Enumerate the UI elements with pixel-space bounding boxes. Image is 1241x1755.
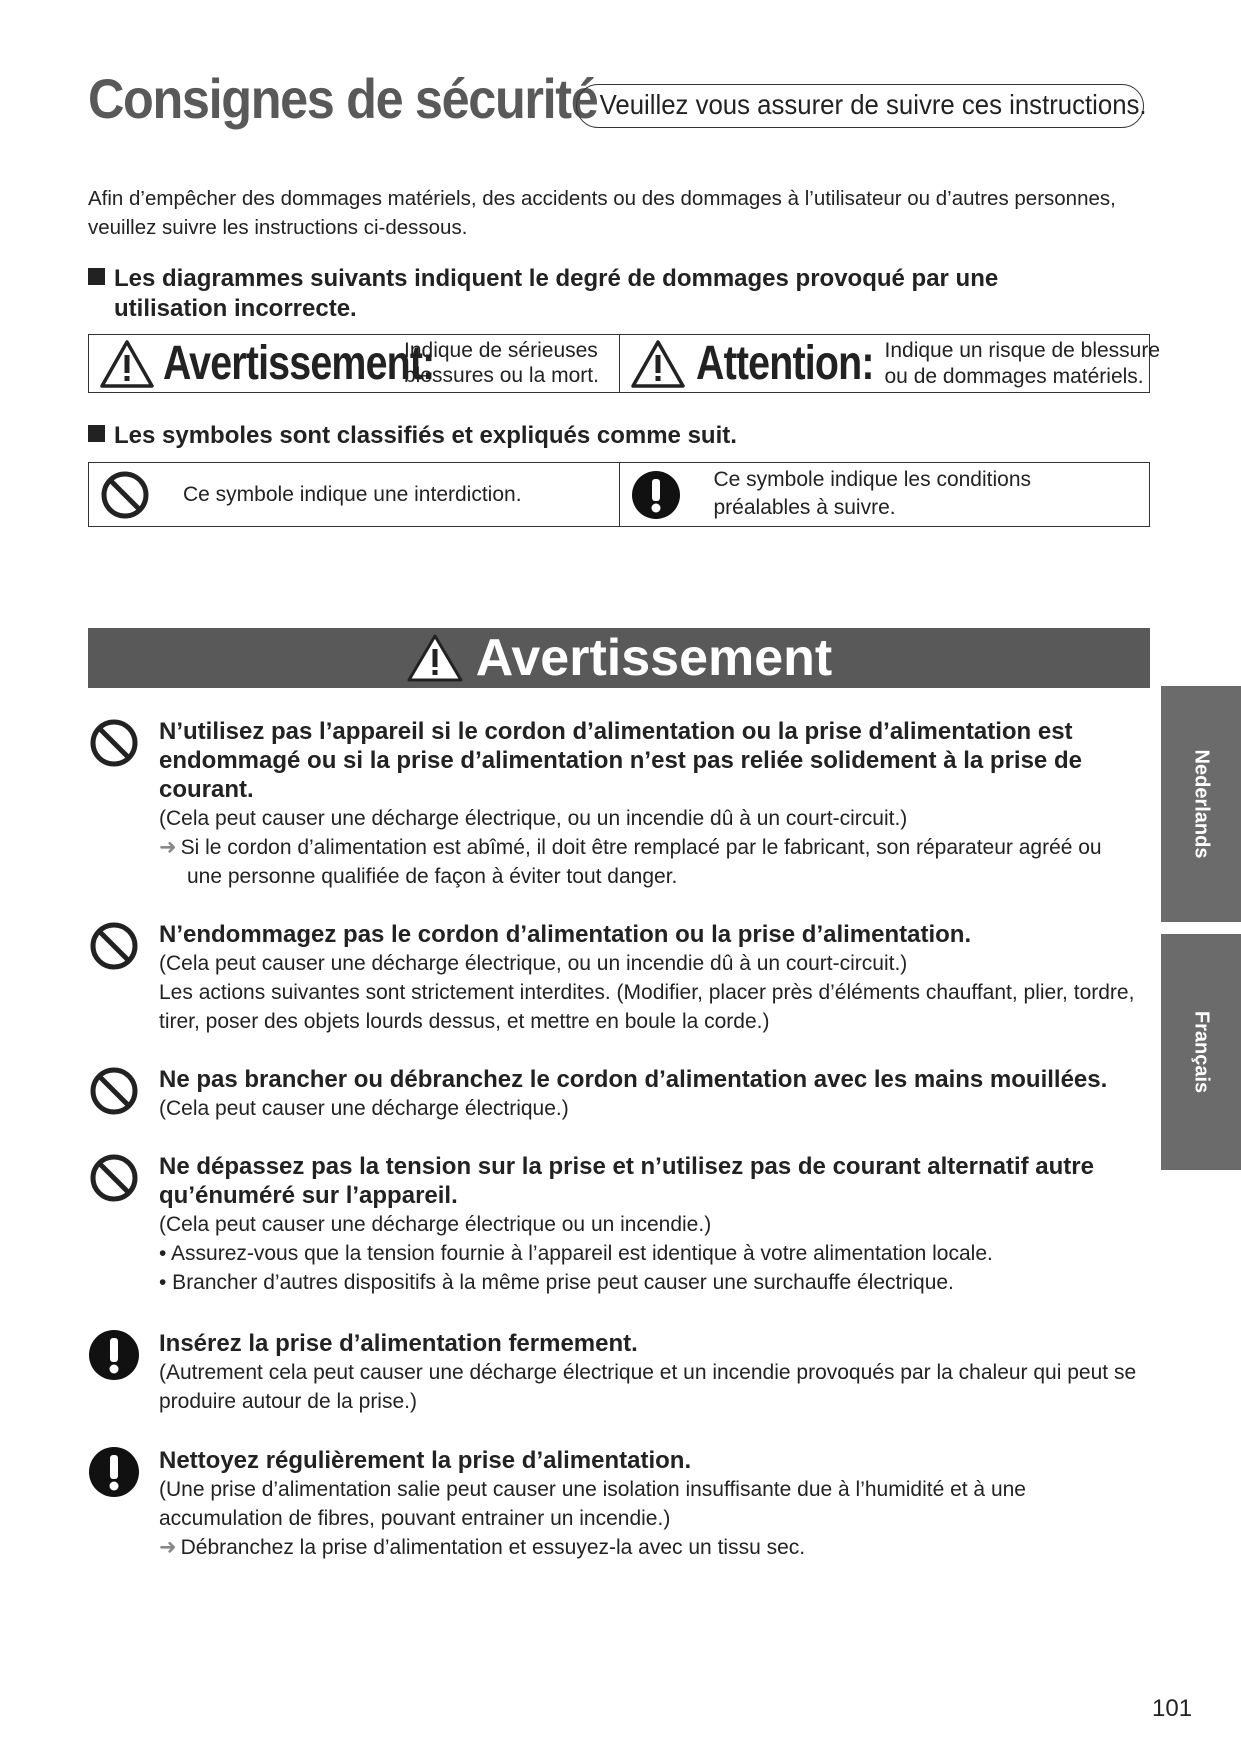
page-title: Consignes de sécurité bbox=[88, 67, 598, 130]
square-bullet-icon bbox=[88, 425, 105, 442]
arrow-icon: ➜ bbox=[159, 1536, 177, 1559]
prohibition-icon bbox=[88, 1065, 140, 1117]
prohibition-icon bbox=[100, 470, 150, 520]
warning-triangle-icon bbox=[99, 339, 155, 389]
symbols-box bbox=[88, 462, 1150, 527]
caution-desc-2: ou de dommages matériels. bbox=[884, 365, 1144, 388]
degree-heading: Les diagrammes suivants indiquent le degré de dommages provoqué par une utilisation incorrecte. bbox=[88, 264, 1088, 324]
warning-desc-1: Indique de sérieuses bbox=[404, 339, 598, 362]
prohibition-cell bbox=[89, 463, 619, 526]
subtitle-text: Veuillez vous assurer de suivre ces instructions. bbox=[599, 89, 1147, 120]
warning-label: Avertissement: bbox=[163, 337, 435, 390]
page-number: 101 bbox=[1152, 1695, 1193, 1722]
degree-box bbox=[88, 334, 1161, 393]
item-text: (Cela peut causer une décharge électrique, ou un incendie dû à un court-circuit.) bbox=[159, 952, 908, 975]
item-heading: N’endommagez pas le cordon d’alimentation ou la prise d’alimentation. bbox=[159, 921, 972, 948]
warning-banner bbox=[88, 628, 1150, 688]
warning-desc-2: blessures ou la mort. bbox=[404, 364, 599, 387]
item-heading: Ne pas brancher ou débranchez le cordon d’alimentation avec les mains mouillées. bbox=[159, 1066, 1108, 1093]
caution-cell bbox=[619, 335, 1161, 392]
item-arrow-text: ➜ Si le cordon d’alimentation est abîmé, il doit être remplacé par le fabricant, son réparateur agréé ou une personne qualifiée de façon à éviter tout danger. bbox=[159, 836, 1102, 888]
mandatory-text: Ce symbole indique les conditions préalables à suivre. bbox=[713, 468, 1032, 519]
item-text: Les actions suivantes sont strictement interdites. (Modifier, placer près d’éléments chauffant, plier, tordre, tirer, poser des objets lourds dessus, et mettre en boule la corde.) bbox=[159, 981, 1135, 1033]
item-bullet: • Assurez-vous que la tension fournie à l’appareil est identique à votre alimentation locale. bbox=[159, 1242, 993, 1265]
item-heading: Nettoyez régulièrement la prise d’alimentation. bbox=[159, 1447, 692, 1474]
warning-cell bbox=[89, 335, 619, 392]
square-bullet-icon bbox=[88, 268, 105, 285]
item-text: (Une prise d’alimentation salie peut causer une isolation insuffisante due à l’humidité et à une accumulation de fibres, pouvant entrainer un incendie.) bbox=[159, 1478, 1026, 1530]
item-heading: Insérez la prise d’alimentation fermement. bbox=[159, 1330, 638, 1357]
item-text: (Cela peut causer une décharge électrique.) bbox=[159, 1097, 569, 1120]
caution-desc-1: Indique un risque de blessure bbox=[884, 339, 1161, 362]
mandatory-cell bbox=[619, 463, 1150, 526]
item-text: (Autrement cela peut causer une décharge électrique et un incendie provoqués par la chaleur qui peut se produire autour de la prise.) bbox=[159, 1361, 1137, 1413]
mandatory-icon bbox=[631, 470, 681, 520]
tab-francais[interactable]: Français bbox=[1161, 934, 1241, 1170]
mandatory-icon bbox=[88, 1446, 140, 1498]
item-text: (Cela peut causer une décharge électrique, ou un incendie dû à un court-circuit.) bbox=[159, 807, 908, 830]
intro-paragraph: Afin d’empêcher des dommages matériels, des accidents ou des dommages à l’utilisateur ou d’autres personnes, veuillez suivre les instructions ci-dessous. bbox=[88, 187, 1116, 239]
item-heading: N’utilisez pas l’appareil si le cordon d’alimentation ou la prise d’alimentation est endommagé ou si la prise d’alimentation n’est pas reliée solidement à la prise de courant. bbox=[159, 718, 1082, 803]
caution-label: Attention: bbox=[695, 337, 874, 390]
banner-title: Avertissement bbox=[475, 629, 833, 687]
warning-triangle-icon bbox=[406, 633, 464, 683]
prohibition-icon bbox=[88, 717, 140, 769]
mandatory-icon bbox=[88, 1329, 140, 1381]
prohibition-icon bbox=[88, 920, 140, 972]
item-arrow-text: ➜ Débranchez la prise d’alimentation et essuyez-la avec un tissu sec. bbox=[159, 1536, 806, 1559]
symbols-heading: Les symboles sont classifiés et expliqués comme suit. bbox=[88, 421, 737, 451]
item-text: (Cela peut causer une décharge électrique ou un incendie.) bbox=[159, 1213, 712, 1236]
item-bullet: • Brancher d’autres dispositifs à la même prise peut causer une surchauffe électrique. bbox=[159, 1271, 954, 1294]
prohibition-icon bbox=[88, 1152, 140, 1204]
arrow-icon: ➜ bbox=[159, 836, 177, 859]
item-heading: Ne dépassez pas la tension sur la prise et n’utilisez pas de courant alternatif autre qu’énuméré sur l’appareil. bbox=[159, 1153, 1094, 1209]
tab-nederlands[interactable]: Nederlands bbox=[1161, 686, 1241, 922]
caution-triangle-icon bbox=[630, 339, 686, 389]
prohibition-text: Ce symbole indique une interdiction. bbox=[183, 483, 522, 506]
subtitle-pill bbox=[576, 84, 1147, 128]
